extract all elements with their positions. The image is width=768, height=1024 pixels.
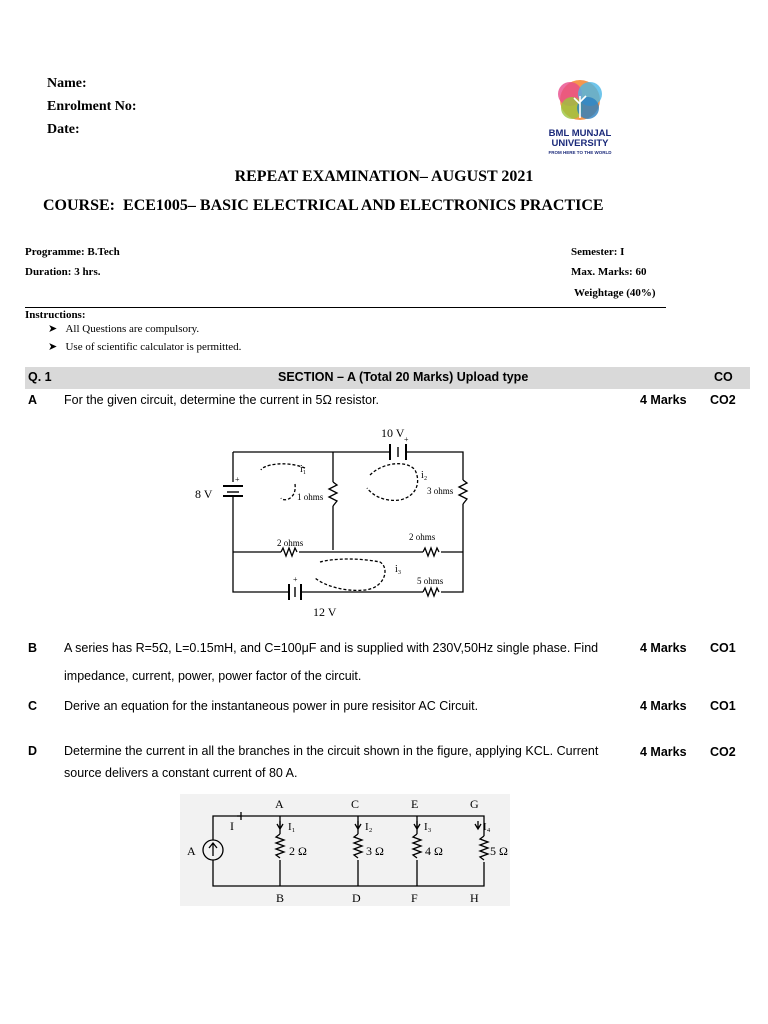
weightage: Weightage (40%)	[574, 287, 656, 299]
course-name: ECE1005– BASIC ELECTRICAL AND ELECTRONICS PRACTICE	[123, 197, 604, 214]
max-marks: Max. Marks: 60	[571, 266, 647, 278]
question-label: D	[28, 744, 38, 758]
university-logo	[530, 78, 630, 156]
question-text-line1: Determine the current in all the branches in the circuit shown in the figure, applying KCL. Current	[64, 744, 599, 758]
label-i3: i₃	[395, 564, 402, 575]
instruction-item: ➤ All Questions are compulsory.	[48, 323, 200, 335]
label-r5: 5 ohms	[417, 576, 444, 586]
question-label: A	[28, 393, 38, 407]
branch-current-3: I₃	[424, 821, 432, 833]
question-marks: 4 Marks	[640, 745, 687, 759]
branch-current-1: I₁	[288, 821, 296, 833]
node-d: D	[352, 891, 361, 905]
branch-current-2: I₂	[365, 821, 373, 833]
label-r2-right: 2 ohms	[409, 532, 436, 542]
node-f: F	[411, 891, 418, 905]
university-name-line2: UNIVERSITY	[551, 138, 609, 149]
header-divider	[25, 307, 666, 308]
question-text: For the given circuit, determine the current in 5Ω resistor.	[64, 393, 380, 407]
label-i2: i₂	[421, 470, 428, 481]
resistor-3-ohm: 3 Ω	[366, 844, 384, 858]
question-text: Derive an equation for the instantaneous power in pure resisitor AC Circuit.	[64, 699, 479, 713]
name-label: Name:	[47, 76, 87, 91]
question-co: CO1	[710, 641, 736, 655]
course-line	[43, 197, 604, 215]
circuit-diagram-1	[185, 420, 485, 620]
course-label: COURSE:	[43, 197, 116, 214]
duration: Duration: 3 hrs.	[25, 266, 101, 278]
arrow-bullet-icon: ➤	[48, 341, 58, 353]
node-b: B	[276, 891, 285, 905]
programme: Programme: B.Tech	[25, 246, 120, 258]
question-marks: 4 Marks	[640, 641, 687, 655]
label-plus-8v: +	[235, 475, 240, 484]
instructions-heading: Instructions:	[25, 309, 86, 321]
logo-mark-icon	[530, 78, 630, 126]
university-name-line1: BML MUNJAL	[548, 128, 612, 139]
question-label: C	[28, 699, 38, 713]
question-co: CO2	[710, 745, 736, 759]
question-number: Q. 1	[28, 370, 52, 384]
exam-title: REPEAT EXAMINATION– AUGUST 2021	[234, 168, 534, 185]
semester: Semester: I	[571, 246, 625, 258]
node-g: G	[470, 797, 479, 811]
instruction-item: ➤ Use of scientific calculator is permitted.	[48, 341, 242, 353]
arrow-bullet-icon: ➤	[48, 323, 58, 335]
source-label: A	[187, 844, 196, 858]
label-12v: 12 V	[313, 605, 337, 619]
label-plus-10v: +	[404, 435, 409, 444]
question-text-line1: A series has R=5Ω, L=0.15mH, and C=100μF and is supplied with 230V,50Hz single phase. Find	[64, 641, 599, 655]
resistor-5-ohm: 5 Ω	[490, 844, 508, 858]
label-r2-left: 2 ohms	[277, 538, 304, 548]
label-10v: 10 V	[381, 426, 405, 440]
date-label: Date:	[47, 122, 80, 137]
circuit-diagram-2	[180, 794, 510, 906]
question-text-line2: source delivers a constant current of 80 A.	[64, 766, 298, 780]
label-plus-12v: +	[293, 575, 298, 584]
branch-current-4: I₄	[483, 821, 491, 833]
enrolment-label: Enrolment No:	[47, 99, 137, 114]
label-r1: 1 ohms	[297, 492, 324, 502]
node-c: C	[351, 797, 360, 811]
university-tagline: FROM HERE TO THE WORLD	[548, 150, 612, 155]
question-text-line2: impedance, current, power, power factor of the circuit.	[64, 669, 362, 683]
question-marks: 4 Marks	[640, 699, 687, 713]
question-marks: 4 Marks	[640, 393, 687, 407]
node-h: H	[470, 891, 479, 905]
label-r3: 3 ohms	[427, 486, 454, 496]
question-co: CO2	[710, 393, 736, 407]
resistor-2-ohm: 2 Ω	[289, 844, 307, 858]
question-co: CO1	[710, 699, 736, 713]
node-a: A	[275, 797, 284, 811]
resistor-4-ohm: 4 Ω	[425, 844, 443, 858]
section-title: SECTION – A (Total 20 Marks) Upload type	[278, 370, 529, 384]
question-label: B	[28, 641, 38, 655]
co-header: CO	[714, 370, 733, 384]
node-e: E	[411, 797, 419, 811]
main-current-label: I	[230, 819, 234, 833]
label-i1: i₁	[300, 464, 307, 475]
label-8v: 8 V	[195, 487, 213, 501]
